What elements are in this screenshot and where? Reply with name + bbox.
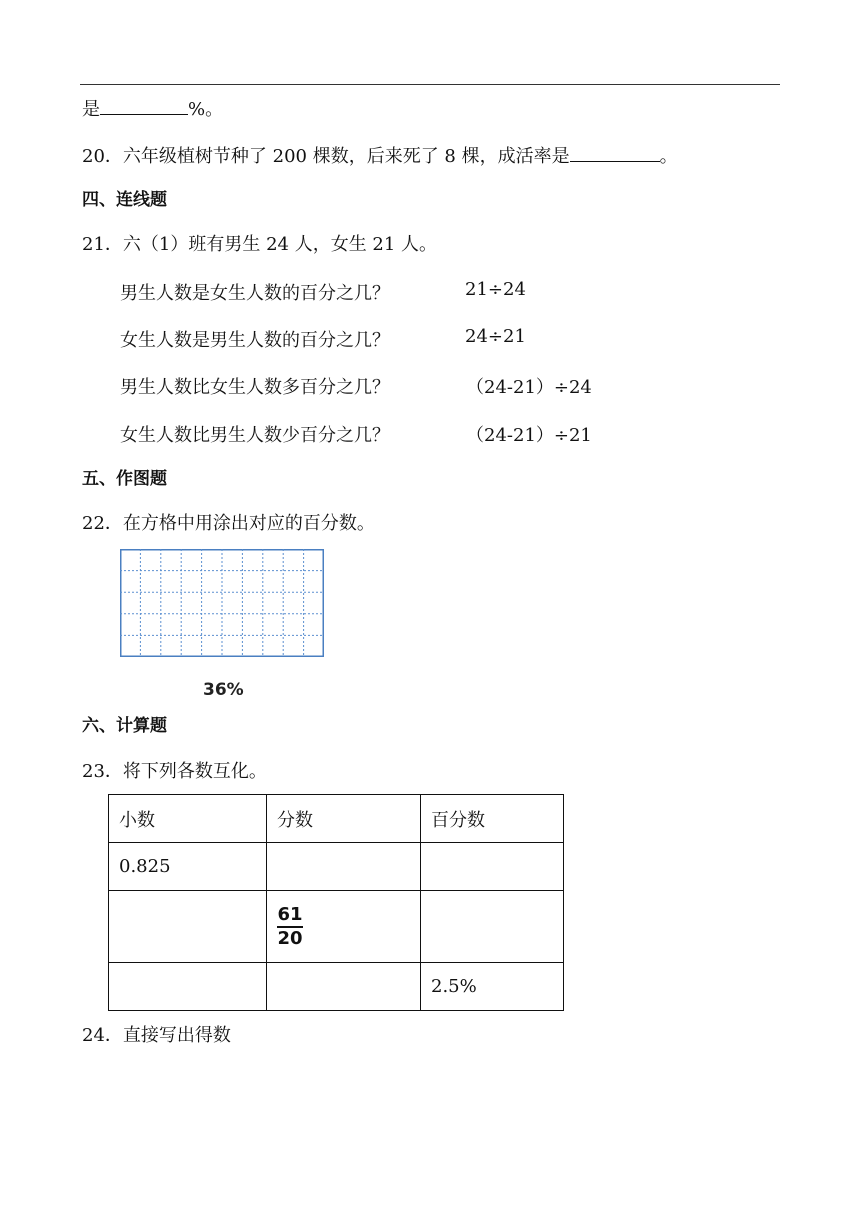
section-5-title: 五、作图题 <box>82 469 167 489</box>
q19-suffix: %。 <box>188 99 224 120</box>
table-row <box>109 963 564 1011</box>
q21-left-item-2[interactable]: 女生人数是男生人数的百分之几？ <box>120 330 390 351</box>
fraction-denominator: 20 <box>277 928 303 949</box>
header-percent: 百分数 <box>421 795 564 843</box>
q20-suffix: 。 <box>659 146 678 167</box>
q21-left-item-4[interactable]: 女生人数比男生人数少百分之几？ <box>120 425 390 446</box>
hundred-grid[interactable] <box>120 549 324 657</box>
section-4-title: 四、连线题 <box>82 190 167 210</box>
cell-fraction-blank[interactable] <box>267 963 421 1011</box>
table-row <box>109 843 564 891</box>
q21-right-item-4[interactable]: （24-21）÷21 <box>466 425 592 446</box>
q23-text: 23．将下列各数互化。 <box>82 761 267 782</box>
cell-percent-given: 2.5% <box>421 963 564 1011</box>
fraction-numerator: 61 <box>277 904 303 925</box>
grid-dotted-lines <box>120 549 324 657</box>
section-6-title: 六、计算题 <box>82 716 167 736</box>
header-decimal: 小数 <box>109 795 267 843</box>
cell-decimal-blank[interactable] <box>109 963 267 1011</box>
header-rule <box>80 84 780 85</box>
q20-question <box>82 143 678 169</box>
percent-label: 36% <box>203 680 244 700</box>
q21-right-item-3[interactable]: （24-21）÷24 <box>466 377 592 398</box>
q20-text: 20．六年级植树节种了 200 棵数，后来死了 8 棵，成活率是 <box>82 146 570 167</box>
q21-right-item-2[interactable]: 24÷21 <box>465 326 526 347</box>
cell-fraction-blank[interactable] <box>267 843 421 891</box>
cell-percent-blank[interactable] <box>421 891 564 963</box>
cell-percent-blank[interactable] <box>421 843 564 891</box>
fraction <box>277 905 303 949</box>
table-row <box>109 891 564 963</box>
cell-decimal-given: 0.825 <box>109 843 267 891</box>
q21-right-item-1[interactable]: 21÷24 <box>465 279 526 300</box>
q21-left-item-3[interactable]: 男生人数比女生人数多百分之几？ <box>120 377 390 398</box>
cell-fraction-given <box>267 891 421 963</box>
q22-text: 22．在方格中用涂出对应的百分数。 <box>82 513 375 534</box>
hundred-grid-svg[interactable] <box>120 549 324 657</box>
q24-text: 24．直接写出得数 <box>82 1025 231 1046</box>
q19-prefix: 是 <box>82 99 100 120</box>
conversion-table <box>108 794 564 1011</box>
q21-text: 21．六（1）班有男生 24 人，女生 21 人。 <box>82 234 438 255</box>
q21-left-item-1[interactable]: 男生人数是女生人数的百分之几？ <box>120 283 390 304</box>
q20-answer-blank[interactable] <box>570 143 660 162</box>
q19-tail <box>82 96 223 122</box>
q19-answer-blank[interactable] <box>100 96 188 115</box>
cell-decimal-blank[interactable] <box>109 891 267 963</box>
table-header-row <box>109 795 564 843</box>
header-fraction: 分数 <box>267 795 421 843</box>
